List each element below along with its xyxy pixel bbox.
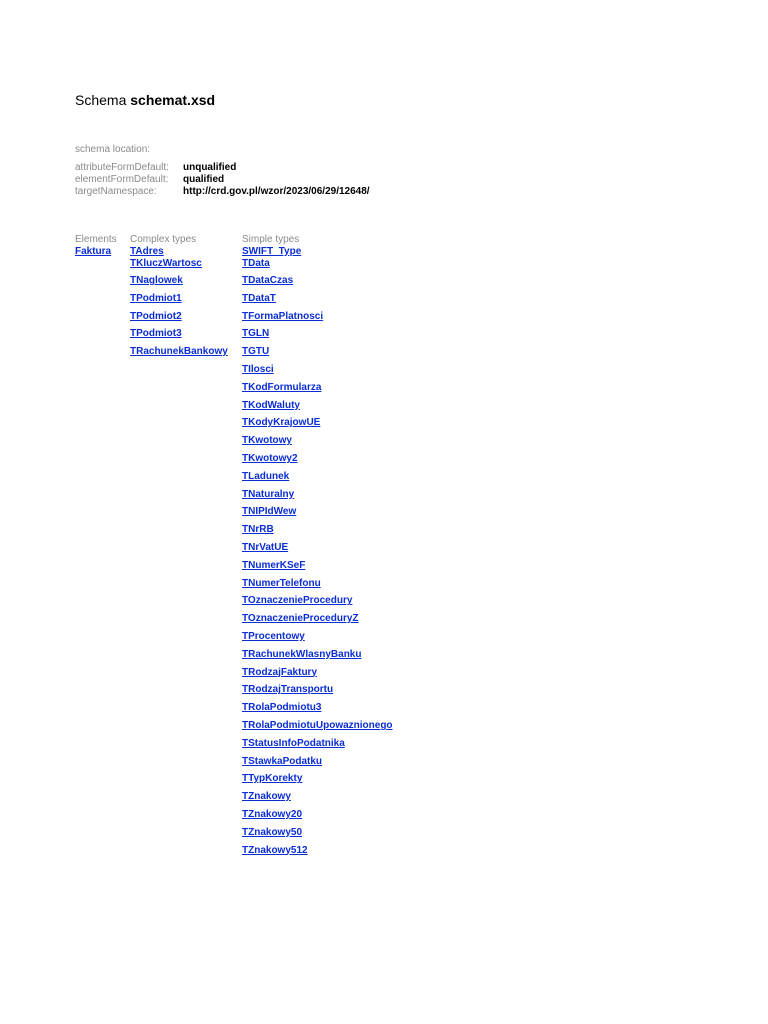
type-list-item [242,667,393,685]
type-link[interactable]: TGTU [242,346,270,358]
property-row [75,186,370,198]
simple-types-list [242,246,393,862]
type-link[interactable]: TDataT [242,292,276,304]
type-list-item [242,684,393,702]
type-list-item [242,542,393,560]
type-link[interactable]: TRachunekWlasnyBanku [242,648,362,660]
type-list-item [75,246,117,258]
page-title [75,92,215,108]
type-list-item [130,246,228,258]
type-link[interactable]: TIlosci [242,363,274,375]
type-link[interactable]: TRolaPodmiotu3 [242,702,322,714]
type-list-item [242,311,393,329]
property-key: attributeFormDefault: [75,162,169,173]
type-link[interactable]: TNaglowek [130,275,183,286]
type-list-item [242,756,393,774]
type-list-item [242,293,393,311]
property-value: http://crd.gov.pl/wzor/2023/06/29/12648/ [183,186,370,197]
type-link[interactable]: TStatusInfoPodatnika [242,737,345,749]
type-list-item [130,275,228,293]
type-list-item [242,246,393,258]
type-list-item [242,506,393,524]
elements-list [75,246,117,258]
simple-types-column [242,234,393,862]
complex-types-column [130,234,228,364]
type-link[interactable]: TNumerTelefonu [242,577,321,589]
type-list-item [130,311,228,329]
type-list-item [242,578,393,596]
type-link[interactable]: TFormaPlatnosci [242,310,324,322]
property-value: unqualified [183,162,237,173]
type-list-item [242,346,393,364]
type-link[interactable]: TOznaczenieProceduryZ [242,613,359,625]
type-list-item [242,400,393,418]
simple-types-header: Simple types [242,234,300,245]
type-link[interactable]: TTypKorekty [242,773,303,785]
property-value: qualified [183,174,225,185]
elements-column [75,234,117,258]
type-list-item [242,435,393,453]
type-list-item [242,258,393,275]
type-link[interactable]: TRolaPodmiotuUpowaznionego [242,719,393,731]
type-list-item [242,595,393,613]
type-list-item [130,328,228,346]
type-link[interactable]: TLadunek [242,470,290,482]
type-link[interactable]: TProcentowy [242,630,305,642]
type-link[interactable]: TKwotowy2 [242,452,298,464]
type-list-item [130,293,228,311]
type-link[interactable]: TAdres [130,246,164,257]
type-list-item [242,845,393,863]
type-list-item [242,773,393,791]
type-link[interactable]: TOznaczenieProcedury [242,595,353,607]
type-link[interactable]: TDataCzas [242,275,294,286]
type-list-item [242,471,393,489]
elements-header: Elements [75,234,117,245]
type-link[interactable]: TKwotowy [242,435,292,447]
type-list-item [242,364,393,382]
type-list-item [242,328,393,346]
type-link[interactable]: TNIPIdWew [242,506,297,518]
schema-properties [75,144,370,198]
type-list-item [242,613,393,631]
type-list-item [242,524,393,542]
type-list-item [242,827,393,845]
type-link[interactable]: TNrRB [242,524,274,536]
type-list-item [242,382,393,400]
complex-types-list [130,246,228,364]
type-link[interactable]: TPodmiot3 [130,328,182,340]
type-list-item [130,346,228,364]
type-link[interactable]: TRachunekBankowy [130,346,228,358]
type-list-item [242,275,393,293]
title-prefix: Schema [75,92,127,108]
type-list-item [242,631,393,649]
type-list-item [242,649,393,667]
type-list-item [242,560,393,578]
type-link[interactable]: TNaturalny [242,488,295,500]
type-list-item [242,809,393,827]
type-link[interactable]: SWIFT_Type [242,246,302,257]
type-list-item [242,738,393,756]
type-link[interactable]: TData [242,258,270,269]
type-link[interactable]: TNumerKSeF [242,559,306,571]
property-key: elementFormDefault: [75,174,169,185]
type-link[interactable]: TRodzajFaktury [242,666,318,678]
type-link[interactable]: TPodmiot2 [130,310,182,322]
complex-types-header: Complex types [130,234,197,245]
type-list-item [242,417,393,435]
type-link[interactable]: TPodmiot1 [130,292,182,304]
type-link[interactable]: TStawkaPodatku [242,755,323,767]
type-link[interactable]: TZnakowy512 [242,844,308,856]
property-row [75,174,225,186]
property-row [75,162,237,174]
type-link[interactable]: TKodFormularza [242,381,322,393]
schema-filename: schemat.xsd [130,92,216,108]
type-link[interactable]: TKluczWartosc [130,258,202,269]
type-link[interactable]: TKodyKrajowUE [242,417,321,429]
type-link[interactable]: TZnakowy20 [242,808,303,820]
type-link[interactable]: TZnakowy [242,791,291,803]
property-key: targetNamespace: [75,186,157,197]
type-link[interactable]: TGLN [242,328,270,340]
schema-location-label: schema location: [75,144,151,155]
type-link[interactable]: Faktura [75,246,112,257]
type-list-item [242,702,393,720]
type-link[interactable]: TZnakowy50 [242,826,303,838]
type-link[interactable]: TKodWaluty [242,399,300,411]
type-list-item [242,720,393,738]
type-list-item [242,453,393,471]
type-link[interactable]: TRodzajTransportu [242,684,334,696]
type-list-item [242,791,393,809]
type-link[interactable]: TNrVatUE [242,541,289,553]
type-list-item [130,258,228,275]
type-list-item [242,489,393,507]
